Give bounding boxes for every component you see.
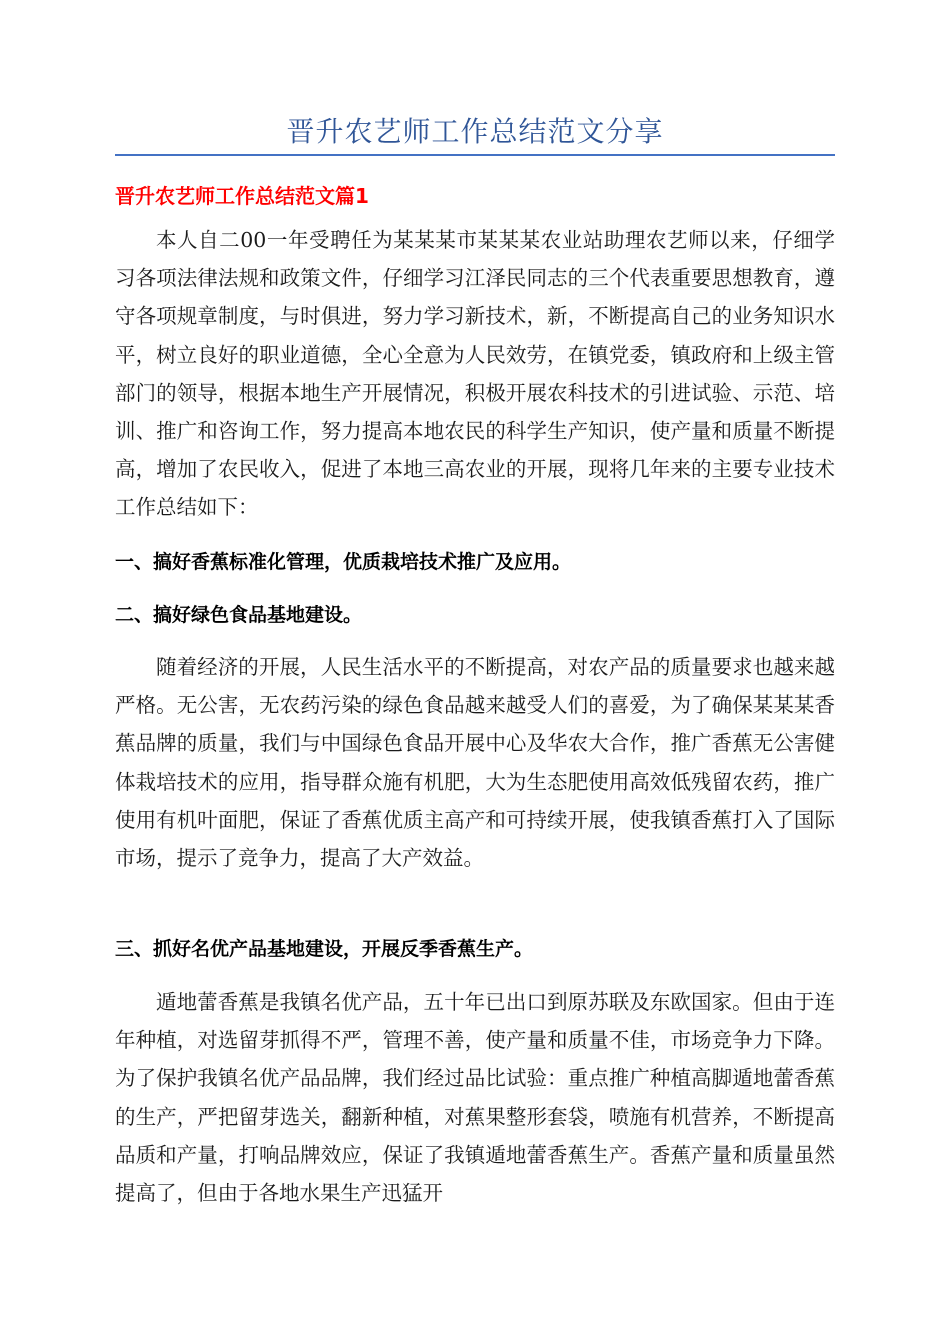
paragraph-green-food: 随着经济的开展，人民生活水平的不断提高，对农产品的质量要求也越来越严格。无公害，无农药污染的绿色食品越来越受人们的喜爱，为了确保某某某香蕉品牌的质量，我们与中国绿色食品开展中心及华农大合作，推广香蕉无公害健体栽培技术的应用，指导群众施有机肥，大为生态肥使用高效低残留农药，推广使用有机叶面肥，保证了香蕉优质主高产和可持续开展，使我镇香蕉打入了国际市场，提示了竞争力，提高了大产效益。 <box>115 655 835 871</box>
subheading-banana-management: 一、搞好香蕉标准化管理，优质栽培技术推广及应用。 <box>115 551 572 573</box>
title-divider <box>115 154 835 156</box>
paragraph-premium-products: 遁地蕾香蕉是我镇名优产品，五十年已出口到原苏联及东欧国家。但由于连年种植，对选留芽抓得不严，管理不善，使产量和质量不佳，市场竞争力下降。为了保护我镇名优产品品牌，我们经过品比试验：重点推广种植高脚遁地蕾香蕉的生产，严把留芽选关，翻新种植，对蕉果整形套袋，喷施有机营养，不断提高品质和产量，打响品牌效应，保证了我镇遁地蕾香蕉生产。香蕉产量和质量虽然提高了，但由于各地水果生产迅猛开 <box>115 990 835 1206</box>
subheading-green-food-base: 二、搞好绿色食品基地建设。 <box>115 604 363 626</box>
subheading-premium-products: 三、抓好名优产品基地建设，开展反季香蕉生产。 <box>115 938 534 960</box>
document-title: 晋升农艺师工作总结范文分享 <box>286 115 664 148</box>
section-heading: 晋升农艺师工作总结范文篇1 <box>115 184 369 208</box>
paragraph-intro: 本人自二00一年受聘任为某某某市某某某农业站助理农艺师以来，仔细学习各项法律法规和政策文件，仔细学习江泽民同志的三个代表重要思想教育，遵守各项规章制度，与时俱进，努力学习新技术，新，不断提高自己的业务知识水平，树立良好的职业道德，全心全意为人民效劳，在镇党委，镇政府和上级主管部门的领导，根据本地生产开展情况，积极开展农科技术的引进试验、示范、培训、推广和咨询工作，努力提高本地农民的科学生产知识，使产量和质量不断提高，增加了农民收入，促进了本地三高农业的开展，现将几年来的主要专业技术工作总结如下： <box>115 228 835 520</box>
